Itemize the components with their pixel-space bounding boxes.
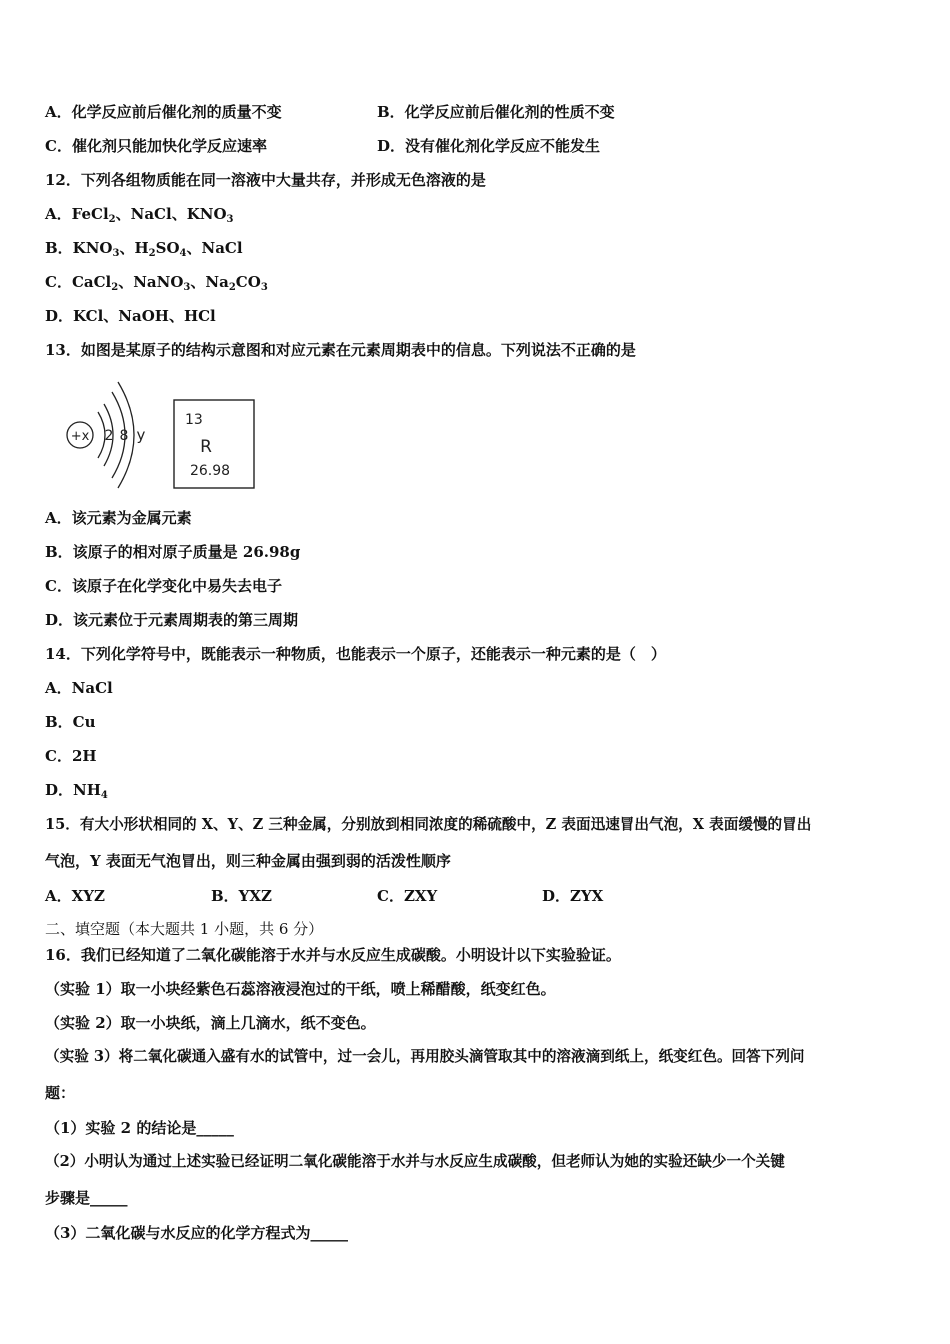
section2-title: 二、填空题（本大题共 1 小题，共 6 分） [45, 920, 324, 938]
q13-option-b: B．该原子的相对原子质量是 26.98g [45, 543, 301, 561]
q15-option-c: C．ZXY [377, 887, 438, 905]
q12-option-b: B．$KNO_3$、$H_2SO_4$、NaCl [45, 239, 243, 259]
shell-count-2: 8 [119, 428, 129, 444]
q15-option-a: A．XYZ [45, 887, 105, 905]
q16-subquestion-3: （3）二氧化碳与水反应的化学方程式为_____ [45, 1224, 348, 1242]
q13-option-a: A．该元素为金属元素 [45, 509, 192, 527]
q16-subquestion-1: （1）实验 2 的结论是_____ [45, 1119, 234, 1137]
q12-option-a: A．FeCl$_2$、NaCl、$KNO_3$ [45, 205, 234, 225]
q13-option-c: C．该原子在化学变化中易失去电子 [45, 577, 282, 595]
q14-option-c: C．2H [45, 747, 97, 765]
q11-option-c: C．催化剂只能加快化学反应速率 [45, 137, 267, 155]
q16-stem: 16．我们已经知道了二氧化碳能溶于水并与水反应生成碳酸。小明设计以下实验验证。 [45, 946, 621, 964]
periodic-cell-symbol: R [200, 437, 212, 457]
periodic-cell-mass: 26.98 [189, 463, 231, 479]
q16-experiment-3-line1: （实验 3）将二氧化碳通入盛有水的试管中，过一会儿，再用胶头滴管取其中的溶液滴到纸上，纸变红色。回答下列问 [45, 1048, 805, 1065]
q14-option-a: A．NaCl [45, 679, 113, 697]
shell-count-1: 2 [104, 428, 114, 444]
q14-option-b: B．Cu [45, 713, 96, 731]
q13-option-d: D．该元素位于元素周期表的第三周期 [45, 611, 299, 629]
q16-subquestion-2-line2: 步骤是_____ [45, 1189, 128, 1207]
q14-stem: 14．下列化学符号中，既能表示一种物质，也能表示一个原子，还能表示一种元素的是（ ） [45, 645, 666, 663]
q11-option-a: A．化学反应前后催化剂的质量不变 [45, 103, 282, 121]
q16-experiment-1: （实验 1）取一小块经紫色石蕊溶液浸泡过的干纸，喷上稀醋酸，纸变红色。 [45, 980, 556, 998]
q15-option-b: B．YXZ [211, 887, 272, 905]
q14-option-d: D．$NH_4$ [45, 781, 108, 801]
q12-option-c: C．CaCl$_2$、NaNO$_3$、$Na_2CO_3$ [45, 273, 268, 293]
q12-stem: 12．下列各组物质能在同一溶液中大量共存，并形成无色溶液的是 [45, 171, 486, 189]
q11-option-d: D．没有催化剂化学反应不能发生 [377, 137, 601, 155]
q13-stem: 13．如图是某原子的结构示意图和对应元素在元素周期表中的信息。下列说法不正确的是 [45, 341, 636, 359]
q16-experiment-2: （实验 2）取一小块纸，滴上几滴水，纸不变色。 [45, 1014, 376, 1032]
q15-stem-line2: 气泡，Y 表面无气泡冒出，则三种金属由强到弱的活泼性顺序 [45, 852, 451, 870]
shell-count-3: y [136, 426, 146, 444]
q12-option-d: D．KCl、NaOH、HCl [45, 307, 216, 325]
q16-experiment-3-line2: 题： [45, 1084, 76, 1102]
nucleus-charge: +x [70, 429, 90, 444]
q11-option-b: B．化学反应前后催化剂的性质不变 [377, 103, 615, 121]
periodic-cell-number: 13 [185, 412, 203, 428]
q15-option-d: D．ZYX [542, 887, 604, 905]
q15-stem-line1: 15．有大小形状相同的 X、Y、Z 三种金属，分别放到相同浓度的稀硫酸中，Z 表面迅速冒出气泡，X 表面缓慢的冒出 [45, 816, 812, 833]
atom-structure-diagram [60, 376, 270, 494]
q16-subquestion-2-line1: （2）小明认为通过上述实验已经证明二氧化碳能溶于水并与水反应生成碳酸，但老师认为她的实验还缺少一个关键 [45, 1153, 785, 1170]
